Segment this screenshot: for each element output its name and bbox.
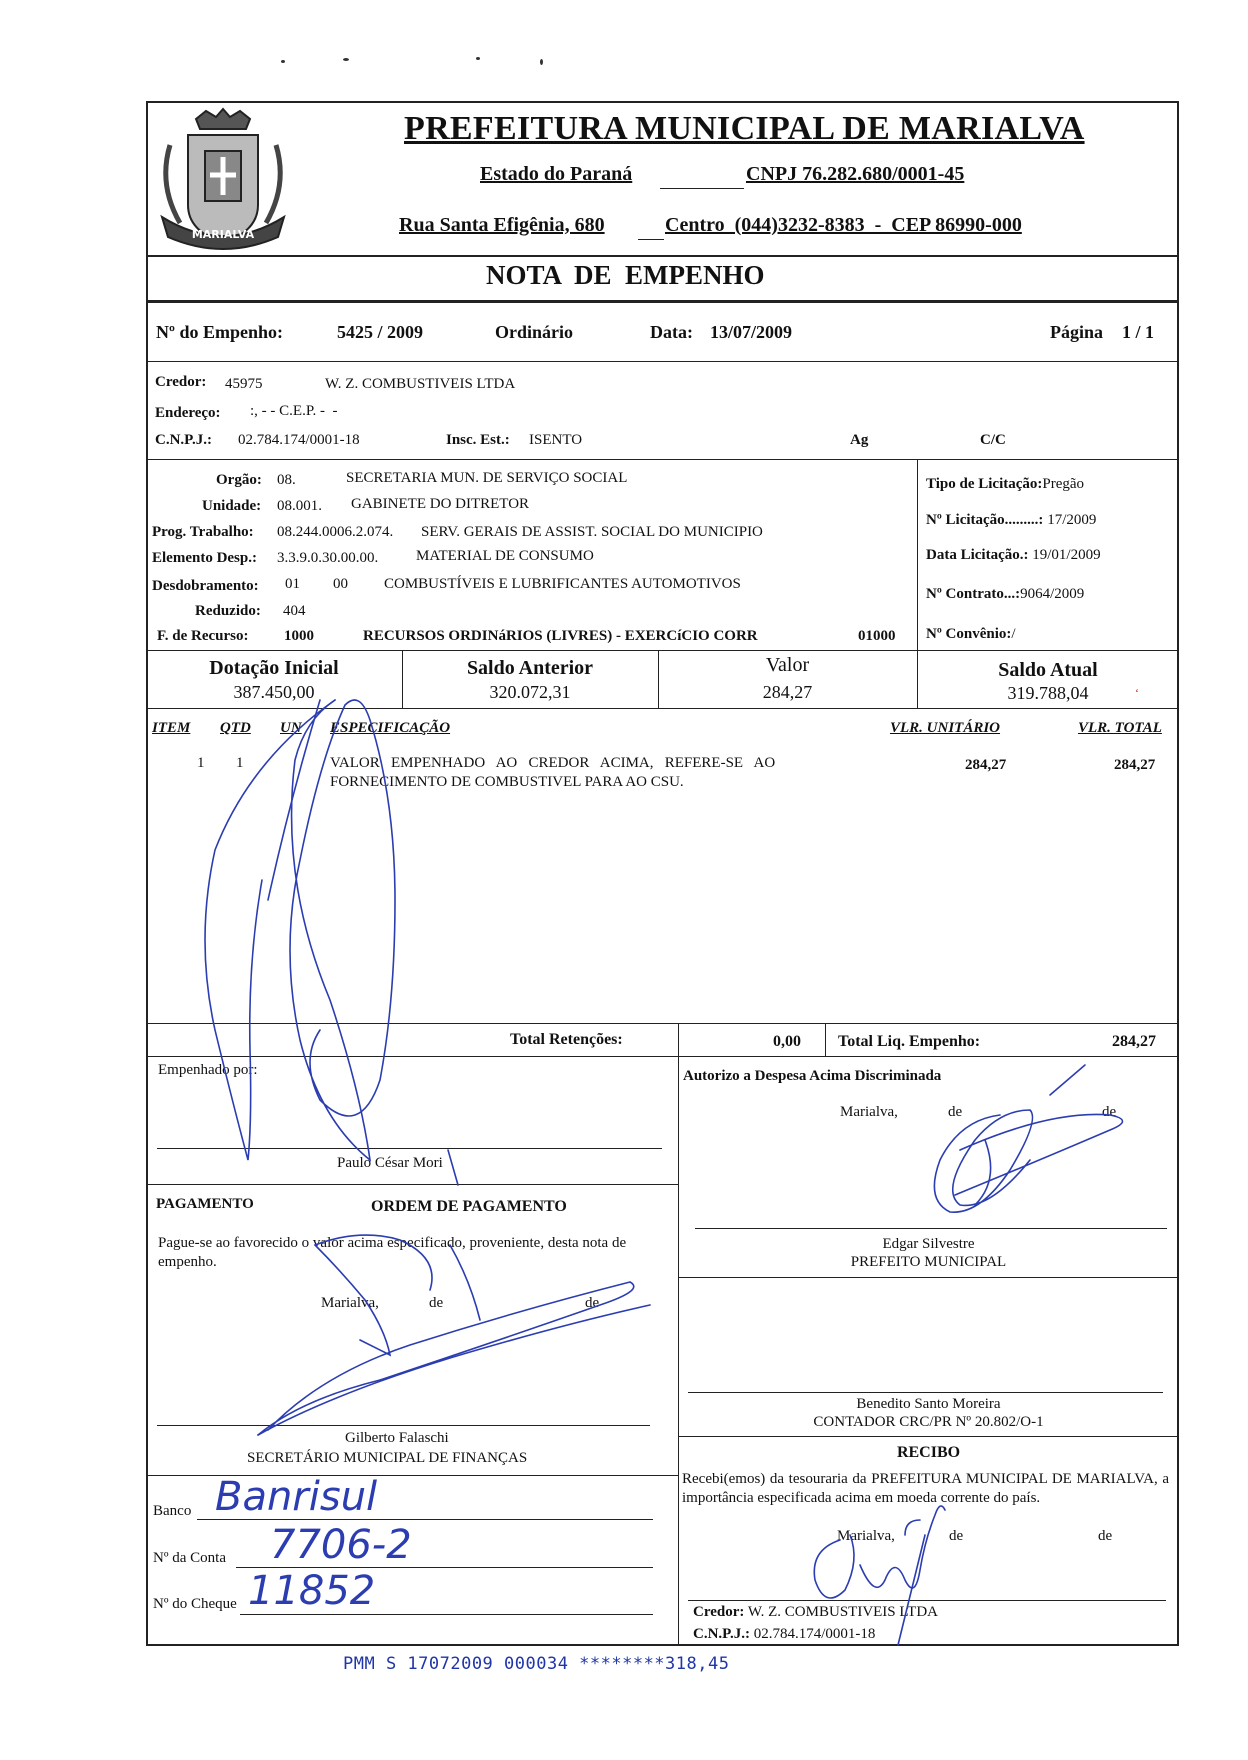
recurso-code: 1000: [284, 628, 314, 644]
orgao-label: Orgão:: [216, 472, 262, 488]
coat-of-arms-icon: [150, 105, 295, 255]
licitacao-date-value: 19/01/2009: [1032, 547, 1101, 563]
conta-handwritten: 7706-2: [270, 1522, 412, 1568]
valor-value: 284,27: [762, 682, 813, 702]
account-label: C/C: [980, 432, 1006, 448]
state-label: Estado do Paraná: [480, 163, 633, 185]
coat-of-arms-text: MARIALVA: [191, 228, 255, 241]
desdobramento-desc: COMBUSTÍVEIS E LUBRIFICANTES AUTOMOTIVOS: [384, 576, 741, 592]
autorizo-de-2: de: [1102, 1104, 1117, 1120]
saldo-atual-label: Saldo Atual: [998, 659, 1098, 681]
convenio-value: /: [1011, 626, 1016, 642]
recibo-city: Marialva,: [837, 1528, 895, 1544]
divider: [678, 1436, 1179, 1437]
red-mark-icon: ʻ: [1135, 686, 1139, 700]
mechanical-stamp: PMM S 17072009 000034 ********318,45: [343, 1654, 730, 1674]
total-retencoes-label: Total Retenções:: [510, 1031, 623, 1048]
scan-speck: [540, 59, 543, 65]
divider: [917, 459, 918, 650]
address-label: Rua Santa Efigênia, 680: [399, 214, 605, 236]
total-liquido-value: 284,27: [1112, 1033, 1156, 1050]
desdobramento-label: Desdobramento:: [152, 578, 259, 594]
column-header-un: UN: [280, 720, 302, 736]
contador-signer: Benedito Santo Moreira: [856, 1396, 1001, 1412]
cnpj-field-label: C.N.P.J.:: [155, 432, 212, 448]
convenio-label: Nº Convênio:: [926, 626, 1012, 642]
cheque-label: Nº do Cheque: [153, 1596, 237, 1612]
saldo-anterior-label: Saldo Anterior: [466, 657, 594, 679]
divider: [146, 300, 1179, 303]
saldo-anterior-value: 320.072,31: [489, 682, 571, 702]
desdobramento-code-2: 00: [333, 576, 348, 592]
date-label: Data:: [650, 322, 693, 342]
total-liquido-label: Total Liq. Empenho:: [838, 1033, 981, 1050]
divider: [678, 1277, 1179, 1278]
scan-speck: [476, 57, 480, 60]
empenho-number-label: Nº do Empenho:: [156, 322, 283, 342]
licitacao-type-label: Tipo de Licitação:: [926, 476, 1043, 492]
recibo-cnpj-label: C.N.P.J.:: [693, 1626, 750, 1642]
signature-line: [157, 1425, 650, 1426]
contract-label: Nº Contrato...:: [926, 586, 1021, 602]
agency-label: Ag: [850, 432, 869, 448]
cnpj-label: CNPJ 76.282.680/0001-45: [746, 163, 965, 185]
autorizo-label: Autorizo a Despesa Acima Discriminada: [683, 1068, 942, 1084]
cheque-line: [240, 1614, 653, 1615]
recibo-title: RECIBO: [896, 1444, 961, 1461]
creditor-name: W. Z. COMBUSTIVEIS LTDA: [325, 376, 516, 392]
recibo-cnpj-value: 02.784.174/0001-18: [753, 1626, 876, 1642]
pagamento-city: Marialva,: [321, 1295, 379, 1311]
contador-signer-role: CONTADOR CRC/PR Nº 20.802/O-1: [813, 1414, 1044, 1430]
reduzido-label: Reduzido:: [195, 603, 261, 619]
empenho-number: 5425 / 2009: [337, 322, 424, 342]
column-header-spec: ESPECIFICAÇÃO: [330, 720, 451, 736]
signature-line: [157, 1148, 662, 1149]
elemento-label: Elemento Desp.:: [152, 550, 257, 566]
divider: [678, 1056, 679, 1646]
empenhado-label: Empenhado por:: [158, 1062, 258, 1078]
insc-value: ISENTO: [529, 432, 583, 448]
page-number: 1 / 1: [1122, 322, 1155, 342]
page-label: Página: [1050, 322, 1104, 342]
licitacao-date-label: Data Licitação.:: [926, 547, 1029, 563]
scan-speck: [281, 60, 285, 63]
address-field-value: :, - - C.E.P. - -: [250, 403, 338, 419]
prog-code: 08.244.0006.2.074.: [277, 524, 394, 540]
prog-desc: SERV. GERAIS DE ASSIST. SOCIAL DO MUNICIPIO: [421, 524, 763, 540]
prog-label: Prog. Trabalho:: [152, 524, 254, 540]
signature-line: [688, 1392, 1163, 1393]
insc-label: Insc. Est.:: [446, 432, 510, 448]
creditor-code: 45975: [225, 376, 263, 392]
district-contact: Centro (044)3232-8383 - CEP 86990-000: [665, 214, 1022, 236]
divider: [678, 1023, 679, 1056]
unidade-desc: GABINETE DO DITRETOR: [351, 496, 530, 512]
divider: [146, 255, 1179, 257]
conta-label: Nº da Conta: [153, 1550, 226, 1566]
cheque-handwritten: 11852: [248, 1568, 376, 1614]
licitacao-type-value: Pregão: [1042, 476, 1085, 492]
recibo-de-2: de: [1098, 1528, 1113, 1544]
recibo-text: Recebi(emos) da tesouraria da PREFEITURA MUNICIPAL DE MARIALVA, a importância especificada acima em moeda corrente do país.: [682, 1471, 1169, 1506]
row-unit-value: 284,27: [965, 757, 1007, 773]
creditor-label: Credor:: [155, 374, 207, 390]
row-item: 1: [197, 755, 205, 771]
row-total-value: 284,27: [1114, 757, 1156, 773]
divider: [146, 361, 1179, 362]
row-spec-line-2: FORNECIMENTO DE COMBUSTIVEL PARA AO CSU.: [330, 774, 684, 790]
banco-handwritten: Banrisul: [215, 1474, 378, 1520]
reduzido-value: 404: [283, 603, 306, 619]
desdobramento-code-1: 01: [285, 576, 300, 592]
unidade-code: 08.001.: [277, 498, 322, 514]
column-header-item: ITEM: [152, 720, 191, 736]
ordem-pagamento-label: ORDEM DE PAGAMENTO: [371, 1198, 567, 1215]
pagamento-de-2: de: [585, 1295, 600, 1311]
address-underline: [638, 239, 664, 240]
recibo-de-1: de: [949, 1528, 964, 1544]
document-title: NOTA DE EMPENHO: [486, 260, 765, 290]
dotacao-value: 387.450,00: [233, 682, 315, 702]
recurso-desc: RECURSOS ORDINáRIOS (LIVRES) - EXERCíCIO CORR: [363, 628, 758, 644]
pagamento-text: Pague-se ao favorecido o valor acima especificado, proveniente, desta nota de empenho.: [158, 1235, 627, 1270]
dotacao-label: Dotação Inicial: [209, 657, 339, 679]
state-underline: [660, 188, 744, 189]
empenhado-signer: Paulo César Mori: [337, 1155, 443, 1171]
autorizo-signer: Edgar Silvestre: [882, 1236, 975, 1252]
divider: [146, 1023, 1179, 1024]
saldo-atual-value: 319.788,04: [1007, 683, 1089, 703]
column-header-qtd: QTD: [220, 720, 251, 736]
licitacao-number-value: 17/2009: [1047, 512, 1097, 528]
pagamento-signer-role: SECRETÁRIO MUNICIPAL DE FINANÇAS: [247, 1450, 528, 1466]
column-header-unit-value: VLR. UNITÁRIO: [890, 720, 1001, 736]
divider: [146, 708, 1179, 709]
licitacao-number-label: Nº Licitação.........:: [926, 512, 1044, 528]
row-spec-line-1: VALOR EMPENHADO AO CREDOR ACIMA, REFERE-SE AO: [330, 755, 776, 771]
total-retencoes-value: 0,00: [773, 1033, 801, 1050]
address-field-label: Endereço:: [155, 405, 221, 421]
cnpj-field-value: 02.784.174/0001-18: [238, 432, 360, 448]
divider: [825, 1023, 826, 1056]
recibo-credor-label: Credor:: [693, 1604, 745, 1620]
recibo-credor-value: W. Z. COMBUSTIVEIS LTDA: [747, 1604, 939, 1620]
page-title: PREFEITURA MUNICIPAL DE MARIALVA: [404, 110, 1085, 147]
divider: [146, 1184, 678, 1185]
pagamento-de-1: de: [429, 1295, 444, 1311]
signature-line: [688, 1600, 1166, 1601]
autorizo-city: Marialva,: [840, 1104, 898, 1120]
signature-line: [695, 1228, 1167, 1229]
pagamento-signer: Gilberto Falaschi: [345, 1430, 449, 1446]
recurso-label: F. de Recurso:: [157, 628, 249, 644]
row-qtd: 1: [236, 755, 244, 771]
column-header-total-value: VLR. TOTAL: [1078, 720, 1162, 736]
autorizo-de-1: de: [948, 1104, 963, 1120]
elemento-code: 3.3.9.0.30.00.00.: [277, 550, 379, 566]
orgao-desc: SECRETARIA MUN. DE SERVIÇO SOCIAL: [346, 470, 628, 486]
pagamento-label: PAGAMENTO: [156, 1196, 254, 1212]
elemento-desc: MATERIAL DE CONSUMO: [416, 548, 594, 564]
divider: [146, 650, 1179, 651]
divider: [146, 1056, 1179, 1057]
autorizo-signer-role: PREFEITO MUNICIPAL: [850, 1254, 1007, 1270]
scan-speck: [343, 58, 349, 61]
valor-label: Valor: [765, 654, 810, 676]
orgao-code: 08.: [277, 472, 296, 488]
empenho-type: Ordinário: [495, 322, 574, 342]
contract-value: 9064/2009: [1020, 586, 1085, 602]
banco-label: Banco: [153, 1503, 192, 1519]
divider: [146, 459, 1179, 460]
recurso-number: 01000: [858, 628, 896, 644]
date-value: 13/07/2009: [710, 322, 793, 342]
unidade-label: Unidade:: [202, 498, 262, 514]
